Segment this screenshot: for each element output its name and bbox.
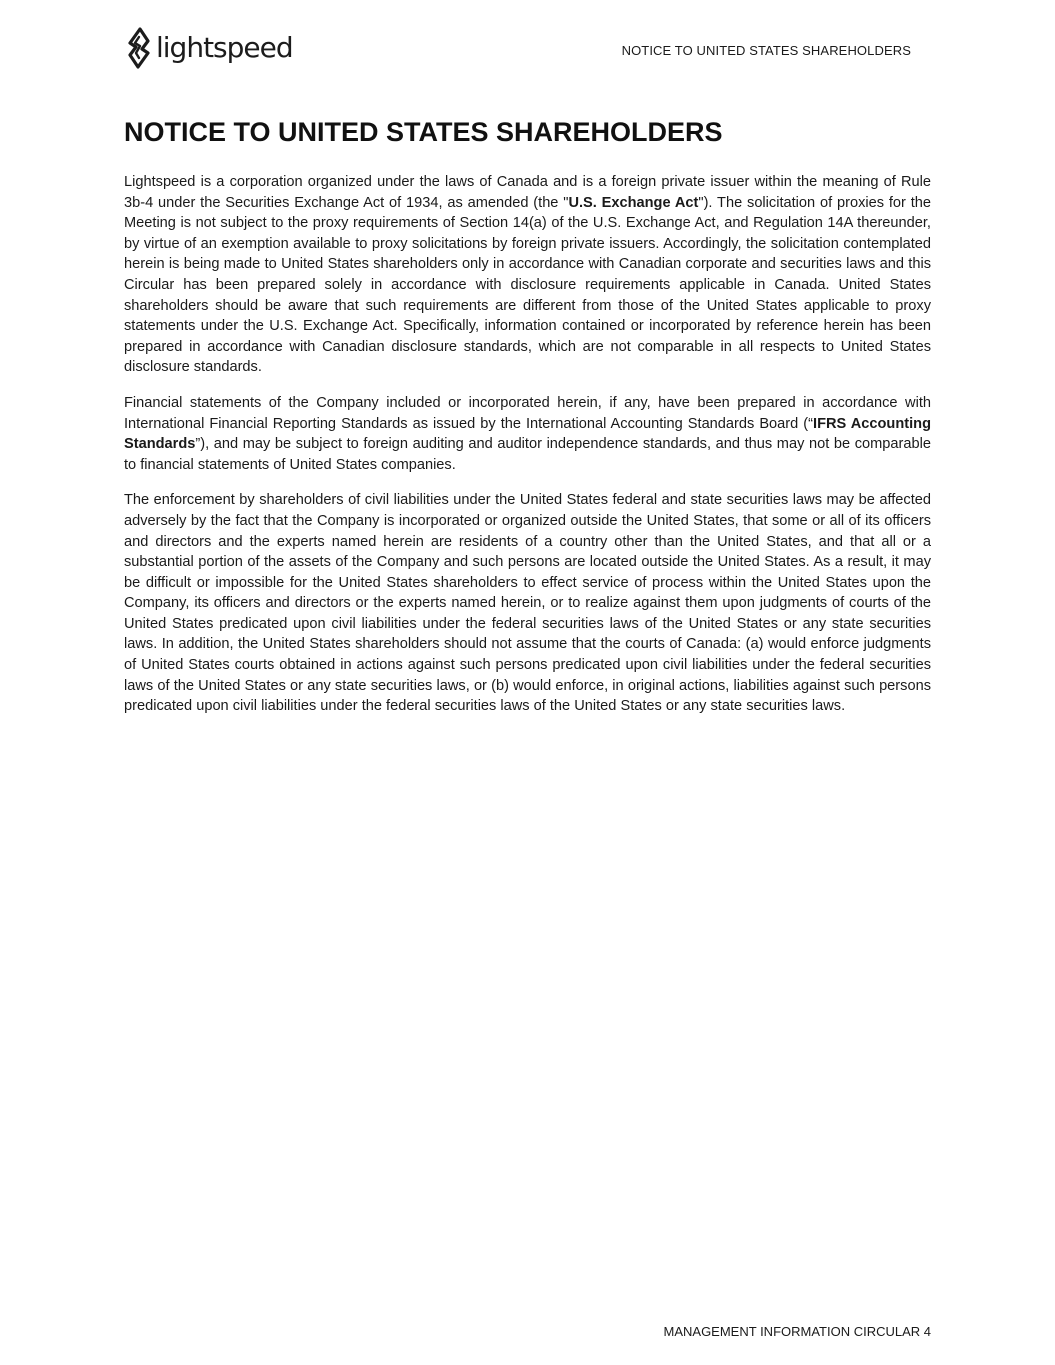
paragraph-financial-statements: Financial statements of the Company included or incorporated herein, if any, have been prepared in accordance with International Financial Reporting Standards as issued by the International Accounting Standards Board (“IFRS Accounting Standards”), and may be subject to foreign auditing and auditor independence standards, and thus may not be comparable to financial statements of United States companies. [124,394,931,473]
logo-wordmark: lightspeed [156,31,293,64]
defined-term-exchange-act: U.S. Exchange Act [568,194,699,211]
lightspeed-logo [126,27,293,69]
running-header: NOTICE TO UNITED STATES SHAREHOLDERS [621,43,911,58]
paragraph-exchange-act: Lightspeed is a corporation organized under the laws of Canada and is a foreign private issuer within the meaning of Rule 3b-4 under the Securities Exchange Act of 1934, as amended (the "U.S. Exchange Act"). The solicitation of proxies for the Meeting is not subject to the proxy requirements of Section 14(a) of the U.S. Exchange Act, and Regulation 14A thereunder, by virtue of an exemption available to proxy solicitations by foreign private issuers. Accordingly, the solicitation contemplated herein is being made to United States shareholders only in accordance with Canadian corporate and securities laws and this Circular has been prepared solely in accordance with disclosure requirements applicable in Canada. United States shareholders should be aware that such requirements are different from those of the United States applicable to proxy statements under the U.S. Exchange Act. Specifically, information contained or incorporated by reference herein has been prepared in accordance with Canadian disclosure standards, which are not comparable in all respects to United States disclosure standards. [124,174,931,376]
running-footer: MANAGEMENT INFORMATION CIRCULAR 4 [663,1324,931,1339]
body-text [124,172,931,732]
defined-term-ifrs: IFRS Accounting Standards [124,415,931,453]
flame-icon [126,27,152,69]
paragraph-civil-liabilities: The enforcement by shareholders of civil liabilities under the United States federal and state securities laws may be affected adversely by the fact that the Company is incorporated or organized outside the United States, that some or all of its officers and directors and the experts named herein are residents of a country other than the United States, and that all or a substantial portion of the assets of the Company and such persons are located outside the United States. As a result, it may be difficult or impossible for the United States shareholders to effect service of process within the United States upon the Company, its officers and directors or the experts named herein, or to realize against them upon judgments of courts of the United States predicated upon civil liabilities under the federal securities laws of the United States or any state securities laws. In addition, the United States shareholders should not assume that the courts of Canada: (a) would enforce judgments of United States courts obtained in actions against such persons predicated upon civil liabilities under the federal securities laws of the United States or any state securities laws, or (b) would enforce, in original actions, liabilities against such persons predicated upon civil liabilities under the federal securities laws of the United States or any state securities laws. [124,492,931,715]
page-title: NOTICE TO UNITED STATES SHAREHOLDERS [124,117,723,147]
